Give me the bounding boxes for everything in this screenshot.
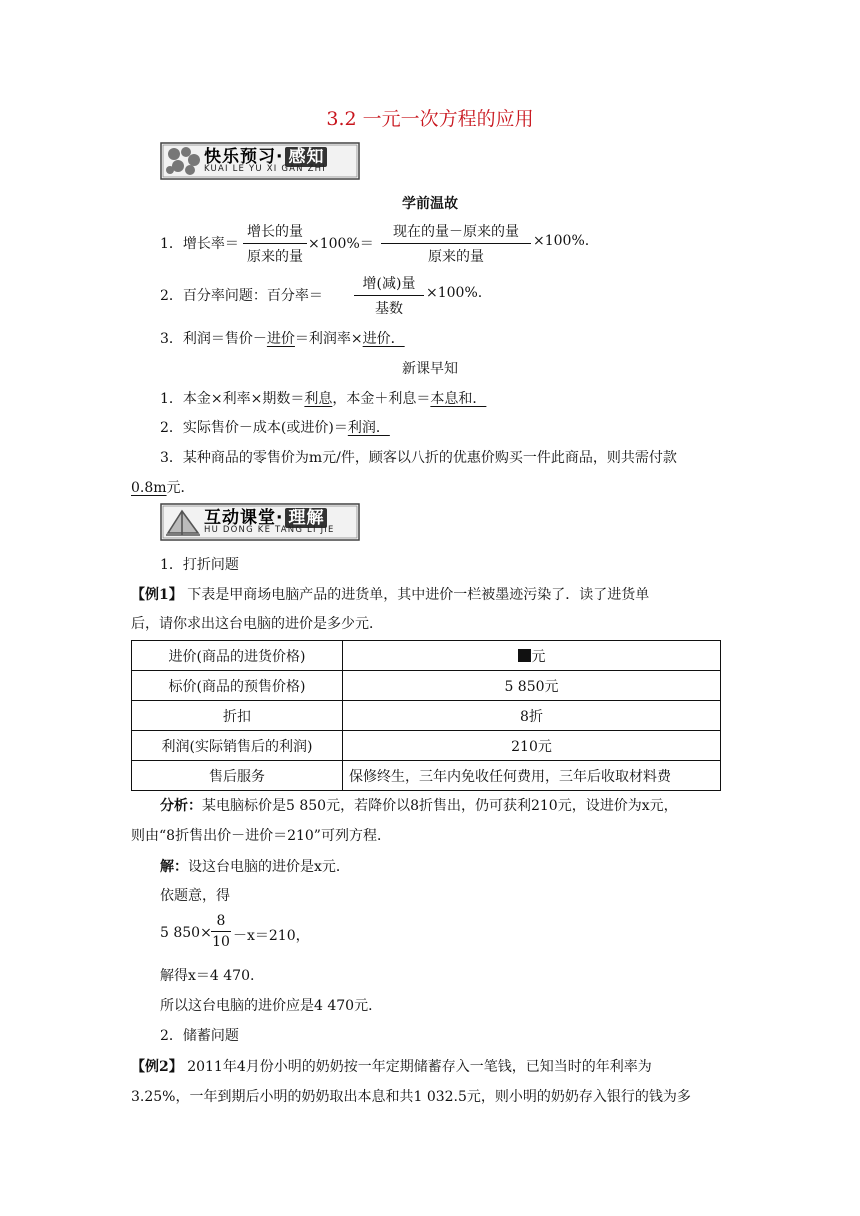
banner-highlight: 感知	[285, 147, 327, 167]
section-banner-classroom	[160, 503, 360, 541]
according-line: 依题意，得	[160, 888, 230, 904]
item-text: ×100%.	[533, 233, 590, 249]
review-item-3: 3．利润＝售价－进价＝利润率×进价．	[160, 331, 405, 347]
fraction-eight-tenths: $\frac{8}{10}$	[212, 913, 230, 950]
analysis-line2: 则由“8折售出价－进价＝210”可列方程．	[131, 828, 391, 844]
solution-line: 解：设这台电脑的进价是x元．	[160, 859, 350, 875]
ink-blot	[518, 649, 531, 662]
item-text: ×100%＝	[308, 236, 374, 252]
fraction-percent: 增(减)量 基数	[354, 273, 424, 318]
table-row: 标价(商品的预售价格) 5 850元	[132, 671, 721, 701]
new-item-3-line1: 3．某种商品的零售价为m元/件，顾客以八折的优惠价购买一件此商品，则共需付款	[160, 450, 677, 466]
example1-line2: 后，请你求出这台电脑的进价是多少元．	[131, 616, 383, 632]
new-item-3-line2: 0.8m元．	[131, 480, 195, 496]
fraction-change: 现在的量－原来的量 原来的量	[381, 221, 531, 266]
analysis-line1: 分析：某电脑标价是5 850元，若降价以8折售出，仍可获利210元，设进价为x元，	[160, 798, 678, 814]
item-text: 2．百分率问题：百分率＝	[160, 288, 323, 304]
section-heading-new: 新课早知	[402, 361, 458, 377]
item-text: 1．增长率＝	[160, 236, 239, 252]
table-row: 利润(实际销售后的利润) 210元	[132, 731, 721, 761]
banner-subtitle: KUAI LE YU XI GAN ZHI	[204, 164, 326, 174]
section-banner-preview	[160, 142, 360, 180]
page-title: 3.2 一元一次方程的应用	[326, 108, 534, 130]
item-text: ×100%.	[426, 285, 483, 301]
banner-dot: ·	[276, 147, 284, 167]
table-row: 折扣 8折	[132, 701, 721, 731]
part2-heading: 2．储蓄问题	[160, 1028, 239, 1044]
banner-title: 互动课堂	[204, 508, 276, 528]
example1-line1: 【例1】 下表是甲商场电脑产品的进货单，其中进价一栏被墨迹污染了．读了进货单	[131, 587, 650, 603]
banner-highlight: 理解	[285, 508, 327, 528]
new-item-2: 2．实际售价－成本(或进价)＝利润．	[160, 420, 390, 436]
example2-line2: 3.25%，一年到期后小明的奶奶取出本息和共1 032.5元，则小明的奶奶存入银行的钱为多	[131, 1089, 691, 1105]
table-row: 售后服务 保修终生，三年内免收任何费用，三年后收取材料费	[132, 761, 721, 791]
conclusion-line: 所以这台电脑的进价应是4 470元．	[160, 998, 383, 1014]
section-heading-review: 学前温故	[402, 196, 458, 212]
banner-subtitle: HU DONG KE TANG LI JIE	[204, 525, 335, 535]
fraction-growth: 增长的量 原来的量	[243, 221, 307, 266]
banner-dot: ·	[276, 508, 284, 528]
solve-line: 解得x＝4 470.	[160, 968, 255, 984]
part1-heading: 1．打折问题	[160, 557, 239, 573]
banner-title: 快乐预习	[204, 147, 276, 167]
table-row: 进价(商品的进货价格) 元	[132, 641, 721, 671]
new-item-1: 1．本金×利率×期数＝利息，本金＋利息＝本息和．	[160, 391, 487, 407]
example2-line1: 【例2】 2011年4月份小明的奶奶按一年定期储蓄存入一笔钱，已知当时的年利率为	[131, 1059, 652, 1075]
purchase-table	[131, 640, 721, 791]
